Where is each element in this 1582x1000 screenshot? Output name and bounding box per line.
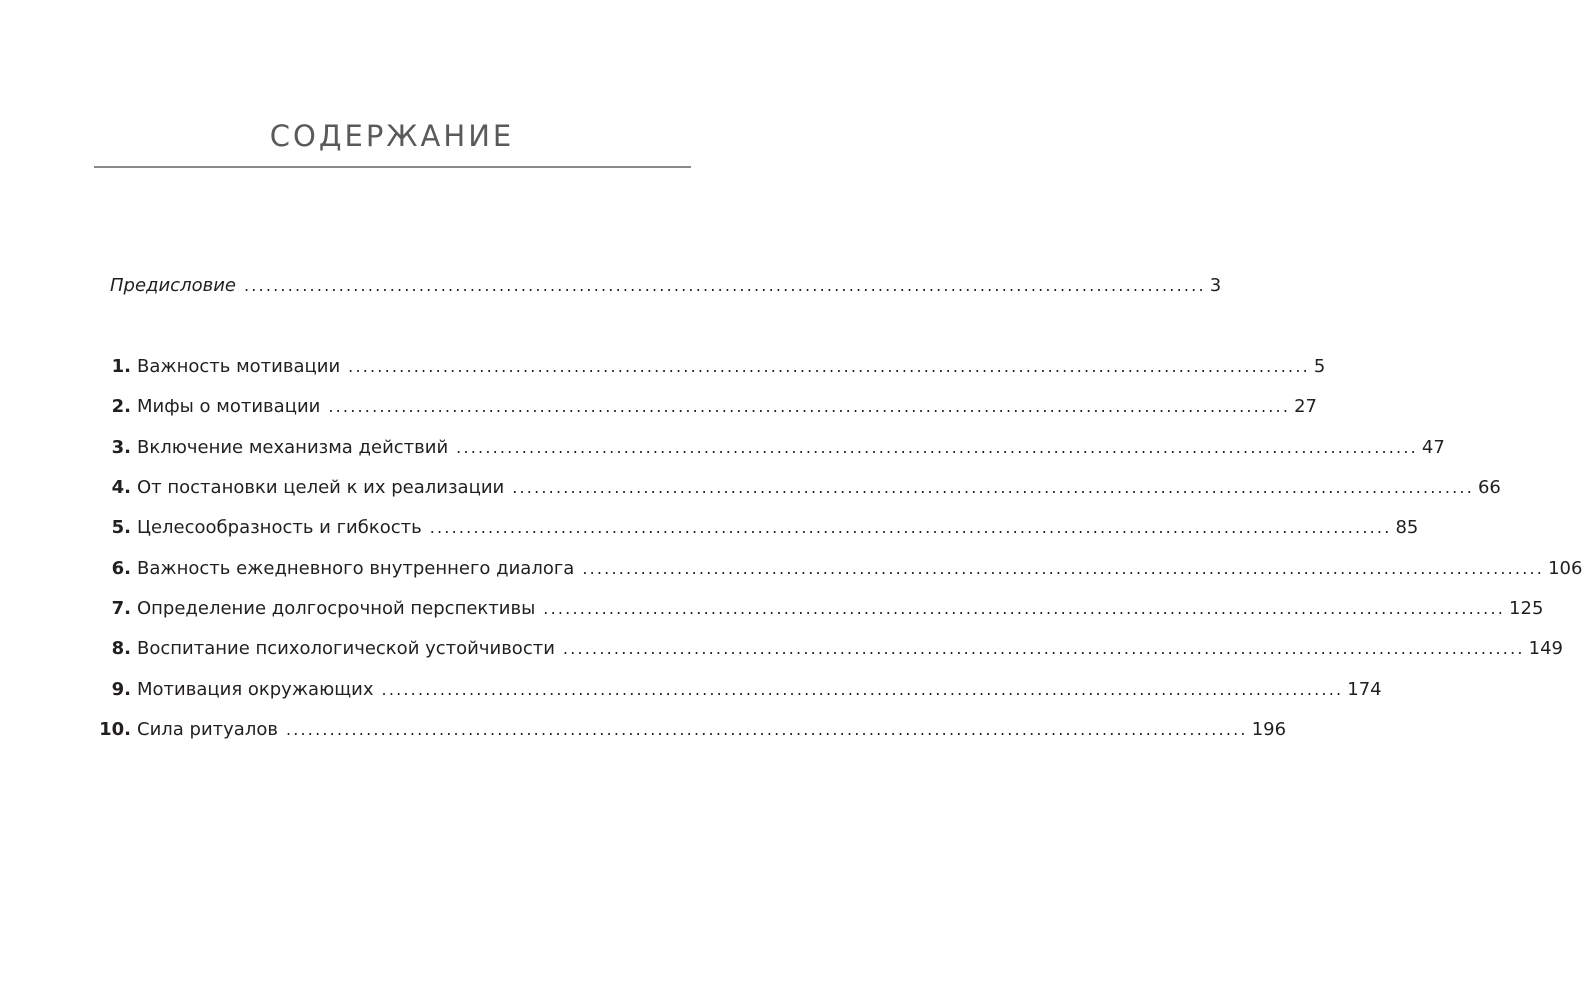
toc-entry-preface[interactable] xyxy=(95,272,1222,300)
title-divider xyxy=(94,166,691,168)
toc-entry-number: 4. xyxy=(111,477,131,498)
toc-entry-chapter-9[interactable] xyxy=(95,676,1382,704)
toc-entry-number: 10. xyxy=(99,719,131,740)
toc-entry-title: Включение механизма действий xyxy=(137,437,449,458)
toc-entry-title: Мотивация окружающих xyxy=(137,679,374,700)
toc-entry-title: Важность мотивации xyxy=(137,356,341,377)
toc-entry-chapter-4[interactable] xyxy=(95,474,1501,502)
toc-entry-page: 3 xyxy=(1209,275,1222,296)
dot-leader: .................................................................................................................................... xyxy=(381,680,1344,699)
toc-entry-title: Предисловие xyxy=(110,275,236,296)
dot-leader: .................................................................................................................................... xyxy=(348,357,1310,376)
toc-entry-page: 174 xyxy=(1347,679,1382,700)
toc-entry-number: 9. xyxy=(111,679,131,700)
toc-entry-number: 1. xyxy=(111,356,131,377)
toc-entry-number: 8. xyxy=(111,638,131,659)
toc-entry-page: 27 xyxy=(1294,396,1318,417)
toc-entry-title: Воспитание психологической устойчивости xyxy=(137,638,555,659)
toc-entry-number: 6. xyxy=(111,558,131,579)
dot-leader: .................................................................................................................................... xyxy=(582,559,1545,578)
toc-entry-page: 196 xyxy=(1251,719,1287,740)
toc-entry-number: 2. xyxy=(111,396,131,417)
toc-entry-page: 106 xyxy=(1548,558,1582,579)
dot-leader: .................................................................................................................................... xyxy=(456,438,1418,457)
dot-leader: .................................................................................................................................... xyxy=(512,478,1474,497)
toc-entry-chapter-8[interactable] xyxy=(95,635,1564,663)
toc-entry-title: Мифы о мотивации xyxy=(137,396,321,417)
toc-entry-page: 47 xyxy=(1421,437,1445,458)
toc-entry-title: Сила ритуалов xyxy=(137,719,278,740)
toc-entry-number: 5. xyxy=(111,517,131,538)
dot-leader: .................................................................................................................................... xyxy=(285,720,1248,739)
toc-entry-chapter-1[interactable] xyxy=(95,353,1326,381)
toc-entry-page: 149 xyxy=(1528,638,1564,659)
toc-entry-title: Целесообразность и гибкость xyxy=(137,517,422,538)
dot-leader: .................................................................................................................................... xyxy=(328,397,1291,416)
dot-leader: .................................................................................................................................... xyxy=(243,276,1206,295)
toc-entry-chapter-5[interactable] xyxy=(95,514,1419,542)
dot-leader: .................................................................................................................................... xyxy=(543,599,1506,618)
toc-entry-number: 3. xyxy=(111,437,131,458)
toc-entry-title: Определение долгосрочной перспективы xyxy=(137,598,536,619)
toc-entry-title: Важность ежедневного внутреннего диалога xyxy=(137,558,575,579)
toc-entry-chapter-3[interactable] xyxy=(95,434,1445,462)
toc-entry-number: 7. xyxy=(111,598,131,619)
toc-entry-page: 125 xyxy=(1509,598,1544,619)
toc-entry-title: От постановки целей к их реализации xyxy=(137,477,505,498)
dot-leader: .................................................................................................................................... xyxy=(429,518,1392,537)
toc-entry-page: 66 xyxy=(1477,477,1501,498)
toc-entry-chapter-10[interactable] xyxy=(95,716,1287,744)
toc-entry-chapter-2[interactable] xyxy=(95,393,1318,421)
toc-entry-page: 5 xyxy=(1313,356,1326,377)
toc-entry-chapter-6[interactable] xyxy=(95,555,1582,583)
page-title: СОДЕРЖАНИЕ xyxy=(269,119,515,153)
dot-leader: .................................................................................................................................... xyxy=(562,639,1525,658)
toc-entry-page: 85 xyxy=(1395,517,1419,538)
toc-entry-chapter-7[interactable] xyxy=(95,595,1544,623)
